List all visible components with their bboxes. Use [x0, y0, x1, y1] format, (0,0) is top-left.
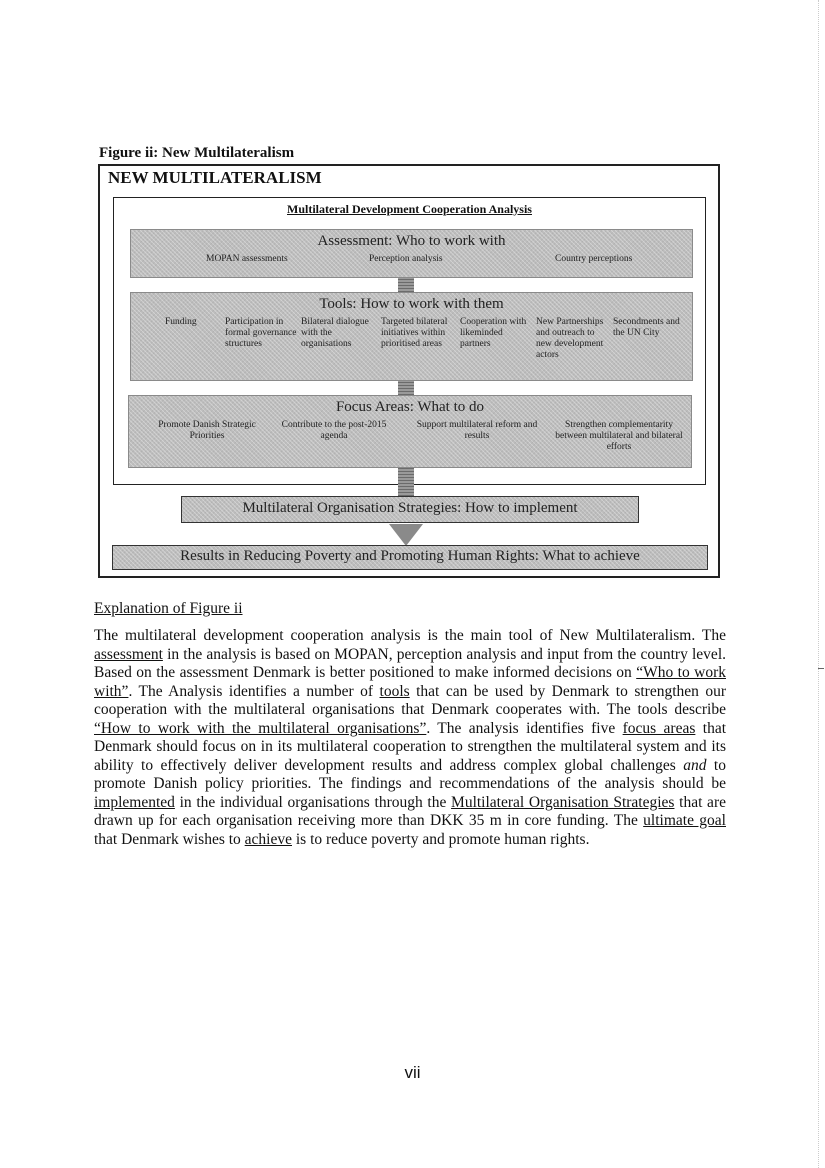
- connector-3: [398, 468, 414, 496]
- tools-item-targeted: Targeted bilateral initiatives within prioritised areas: [381, 317, 448, 349]
- assessment-item-mopan: MOPAN assessments: [206, 254, 288, 264]
- figure-outer-title: NEW MULTILATERALISM: [108, 168, 322, 187]
- results-text: Results in Reducing Poverty and Promoting Human Rights: What to achieve: [180, 548, 640, 564]
- assessment-title: Assessment: Who to work with: [317, 233, 506, 249]
- page-number: vii: [404, 1063, 421, 1082]
- tools-item-cooperation: Cooperation with likeminded partners: [460, 317, 527, 349]
- focus-title: Focus Areas: What to do: [335, 399, 485, 415]
- focus-item-post-2015: Contribute to the post-2015 agenda: [281, 420, 387, 441]
- tools-item-secondments: Secondments and the UN City: [613, 317, 680, 338]
- explanation-paragraph: The multilateral development cooperation analysis is the main tool of New Multilateralism. The assessment in the analysis is based on MOPAN, perception analysis and input from the country level. Based on the assessment Denmark is better positioned to make informed decisions on “Who to work with”. The Analysis identifies a number of tools that can be used by Denmark to strengthen our cooperation with the multilateral organisations that Denmark cooperates with. The tools describe “How to work with the multilateral organisations”. The analysis identifies five focus areas that Denmark should focus on in its multilateral cooperation to strengthen the multilateral system and its ability to effectively deliver development results and address complex global challenges and to promote Danish policy priorities. The findings and recommendations of the analysis should be implemented in the individual organisations through the Multilateral Organisation Strategies that are drawn up for each organisation receiving more than DKK 35 m in core funding. The ultimate goal that Denmark wishes to achieve is to reduce poverty and promote human rights.: [94, 627, 727, 848]
- explanation-heading: Explanation of Figure ii: [94, 600, 243, 617]
- tools-item-bilateral-dialogue: Bilateral dialogue with the organisations: [301, 317, 369, 349]
- results-bar: [112, 545, 708, 570]
- connector-1: [398, 278, 414, 292]
- scan-margin-line: [818, 0, 820, 1168]
- tools-title: Tools: How to work with them: [319, 296, 504, 312]
- assessment-item-perception: Perception analysis: [369, 254, 443, 264]
- tools-item-new-partnerships: New Partnerships and outreach to new development actors: [536, 317, 604, 360]
- tools-panel: [130, 292, 693, 381]
- focus-panel: [128, 395, 692, 468]
- focus-item-complementarity: Strengthen complementarity between multilateral and bilateral efforts: [555, 420, 683, 452]
- strategies-bar: [181, 496, 639, 523]
- assessment-panel: [130, 229, 693, 278]
- figure-caption: Figure ii: New Multilateralism: [99, 145, 295, 161]
- focus-item-reform: Support multilateral reform and results: [416, 420, 538, 441]
- analysis-title: Multilateral Development Cooperation Analysis: [287, 202, 532, 216]
- focus-item-danish-priorities: Promote Danish Strategic Priorities: [158, 420, 256, 441]
- scan-margin-tick: [818, 668, 824, 669]
- assessment-item-country: Country perceptions: [555, 254, 633, 264]
- tools-item-participation: Participation in formal governance structures: [225, 317, 297, 349]
- down-arrow-icon: [389, 524, 423, 546]
- tools-item-funding: Funding: [165, 317, 197, 327]
- connector-2: [398, 381, 414, 395]
- strategies-text: Multilateral Organisation Strategies: How to implement: [242, 500, 578, 516]
